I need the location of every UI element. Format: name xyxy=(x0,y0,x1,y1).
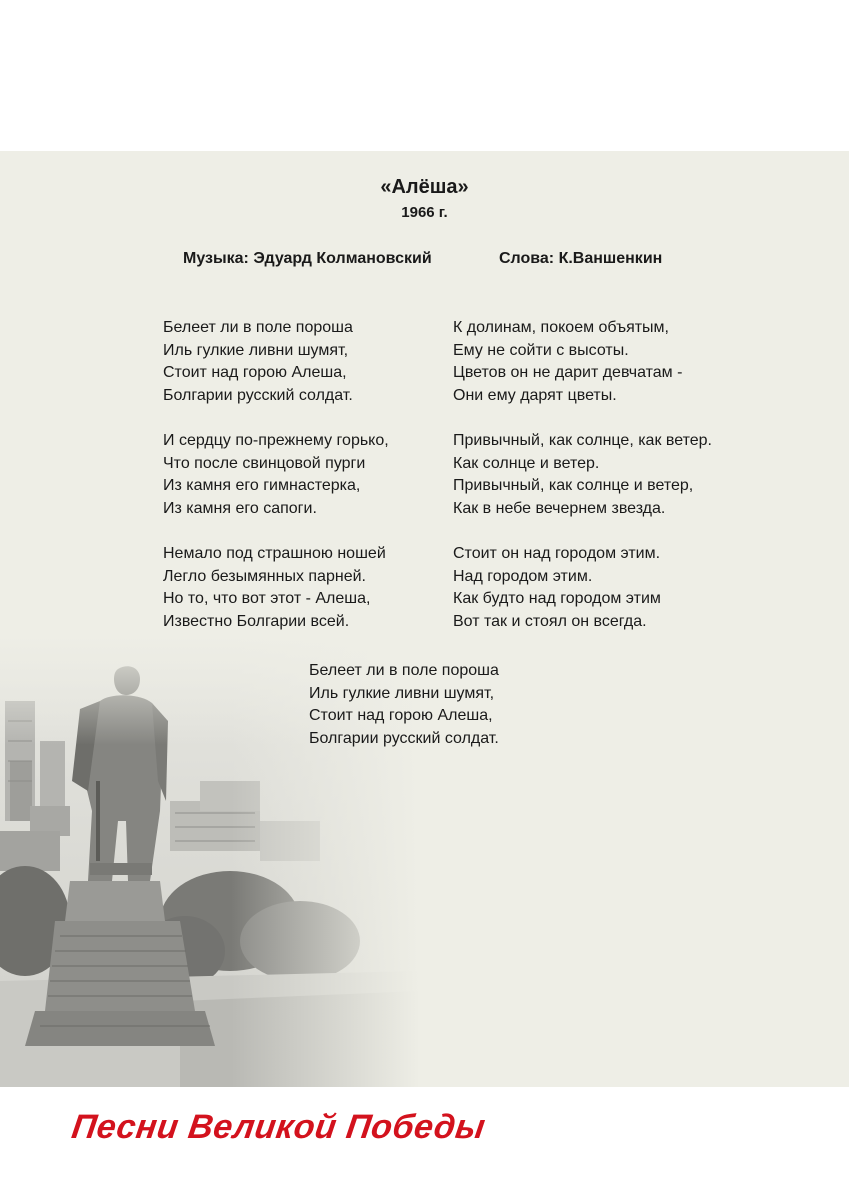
stanza-6 xyxy=(453,543,661,633)
lyric-line: Как в небе вечернем звезда. xyxy=(453,499,666,517)
lyric-line: Иль гулкие ливни шумят, xyxy=(309,684,495,702)
content-panel xyxy=(0,151,849,1087)
song-year: 1966 г. xyxy=(401,204,448,221)
stanza-2 xyxy=(163,430,389,520)
lyric-line: Привычный, как солнце и ветер, xyxy=(453,477,694,494)
lyric-line: Ему не сойти с высоты. xyxy=(453,341,629,359)
lyric-line: Как будто над городом этим xyxy=(453,590,661,607)
lyric-line: Что после свинцовой пурги xyxy=(163,454,366,472)
lyric-line: Но то, что вот этот - Алеша, xyxy=(163,590,371,607)
stanza-1 xyxy=(163,317,353,407)
music-credit: Музыка: Эдуард Колмановский xyxy=(183,250,432,267)
stanza-4 xyxy=(453,317,682,407)
lyric-line: Легло безымянных парней. xyxy=(163,567,366,585)
series-title: Песни Великой Победы xyxy=(69,1108,488,1146)
lyric-line: Белеет ли в поле пороша xyxy=(309,662,499,679)
stanza-7-refrain xyxy=(309,660,499,750)
lyric-line: К долинам, покоем объятым, xyxy=(453,319,669,336)
lyric-line: Они ему дарят цветы. xyxy=(453,386,617,404)
lyric-line: Стоит он над городом этим. xyxy=(453,545,661,562)
lyric-line: Из камня его гимнастерка, xyxy=(163,477,361,494)
lyric-line: Как солнце и ветер. xyxy=(453,454,600,472)
lyric-line: Стоит над горою Алеша, xyxy=(163,364,347,381)
stanza-3 xyxy=(163,543,386,633)
lyric-line: Известно Болгарии всей. xyxy=(163,612,350,630)
lyric-line: Иль гулкие ливни шумят, xyxy=(163,341,349,359)
lyric-line: Болгарии русский солдат. xyxy=(163,386,353,404)
lyric-line: Вот так и стоял он всегда. xyxy=(453,612,647,630)
lyric-line: Немало под страшною ношей xyxy=(163,545,386,562)
lyric-line: Из камня его сапоги. xyxy=(163,499,317,517)
lyric-line: Болгарии русский солдат. xyxy=(309,729,499,747)
stanza-5 xyxy=(453,430,712,520)
lyric-line: Над городом этим. xyxy=(453,567,593,585)
lyric-line: Привычный, как солнце, как ветер. xyxy=(453,432,712,449)
lyric-line: Стоит над горою Алеша, xyxy=(309,707,493,724)
lyric-line: Белеет ли в поле пороша xyxy=(163,319,353,336)
song-title: «Алёша» xyxy=(380,176,469,198)
words-credit: Слова: К.Ваншенкин xyxy=(499,250,663,267)
lyric-line: И сердцу по-прежнему горько, xyxy=(163,432,389,449)
lyric-line: Цветов он не дарит девчатам - xyxy=(453,364,683,381)
